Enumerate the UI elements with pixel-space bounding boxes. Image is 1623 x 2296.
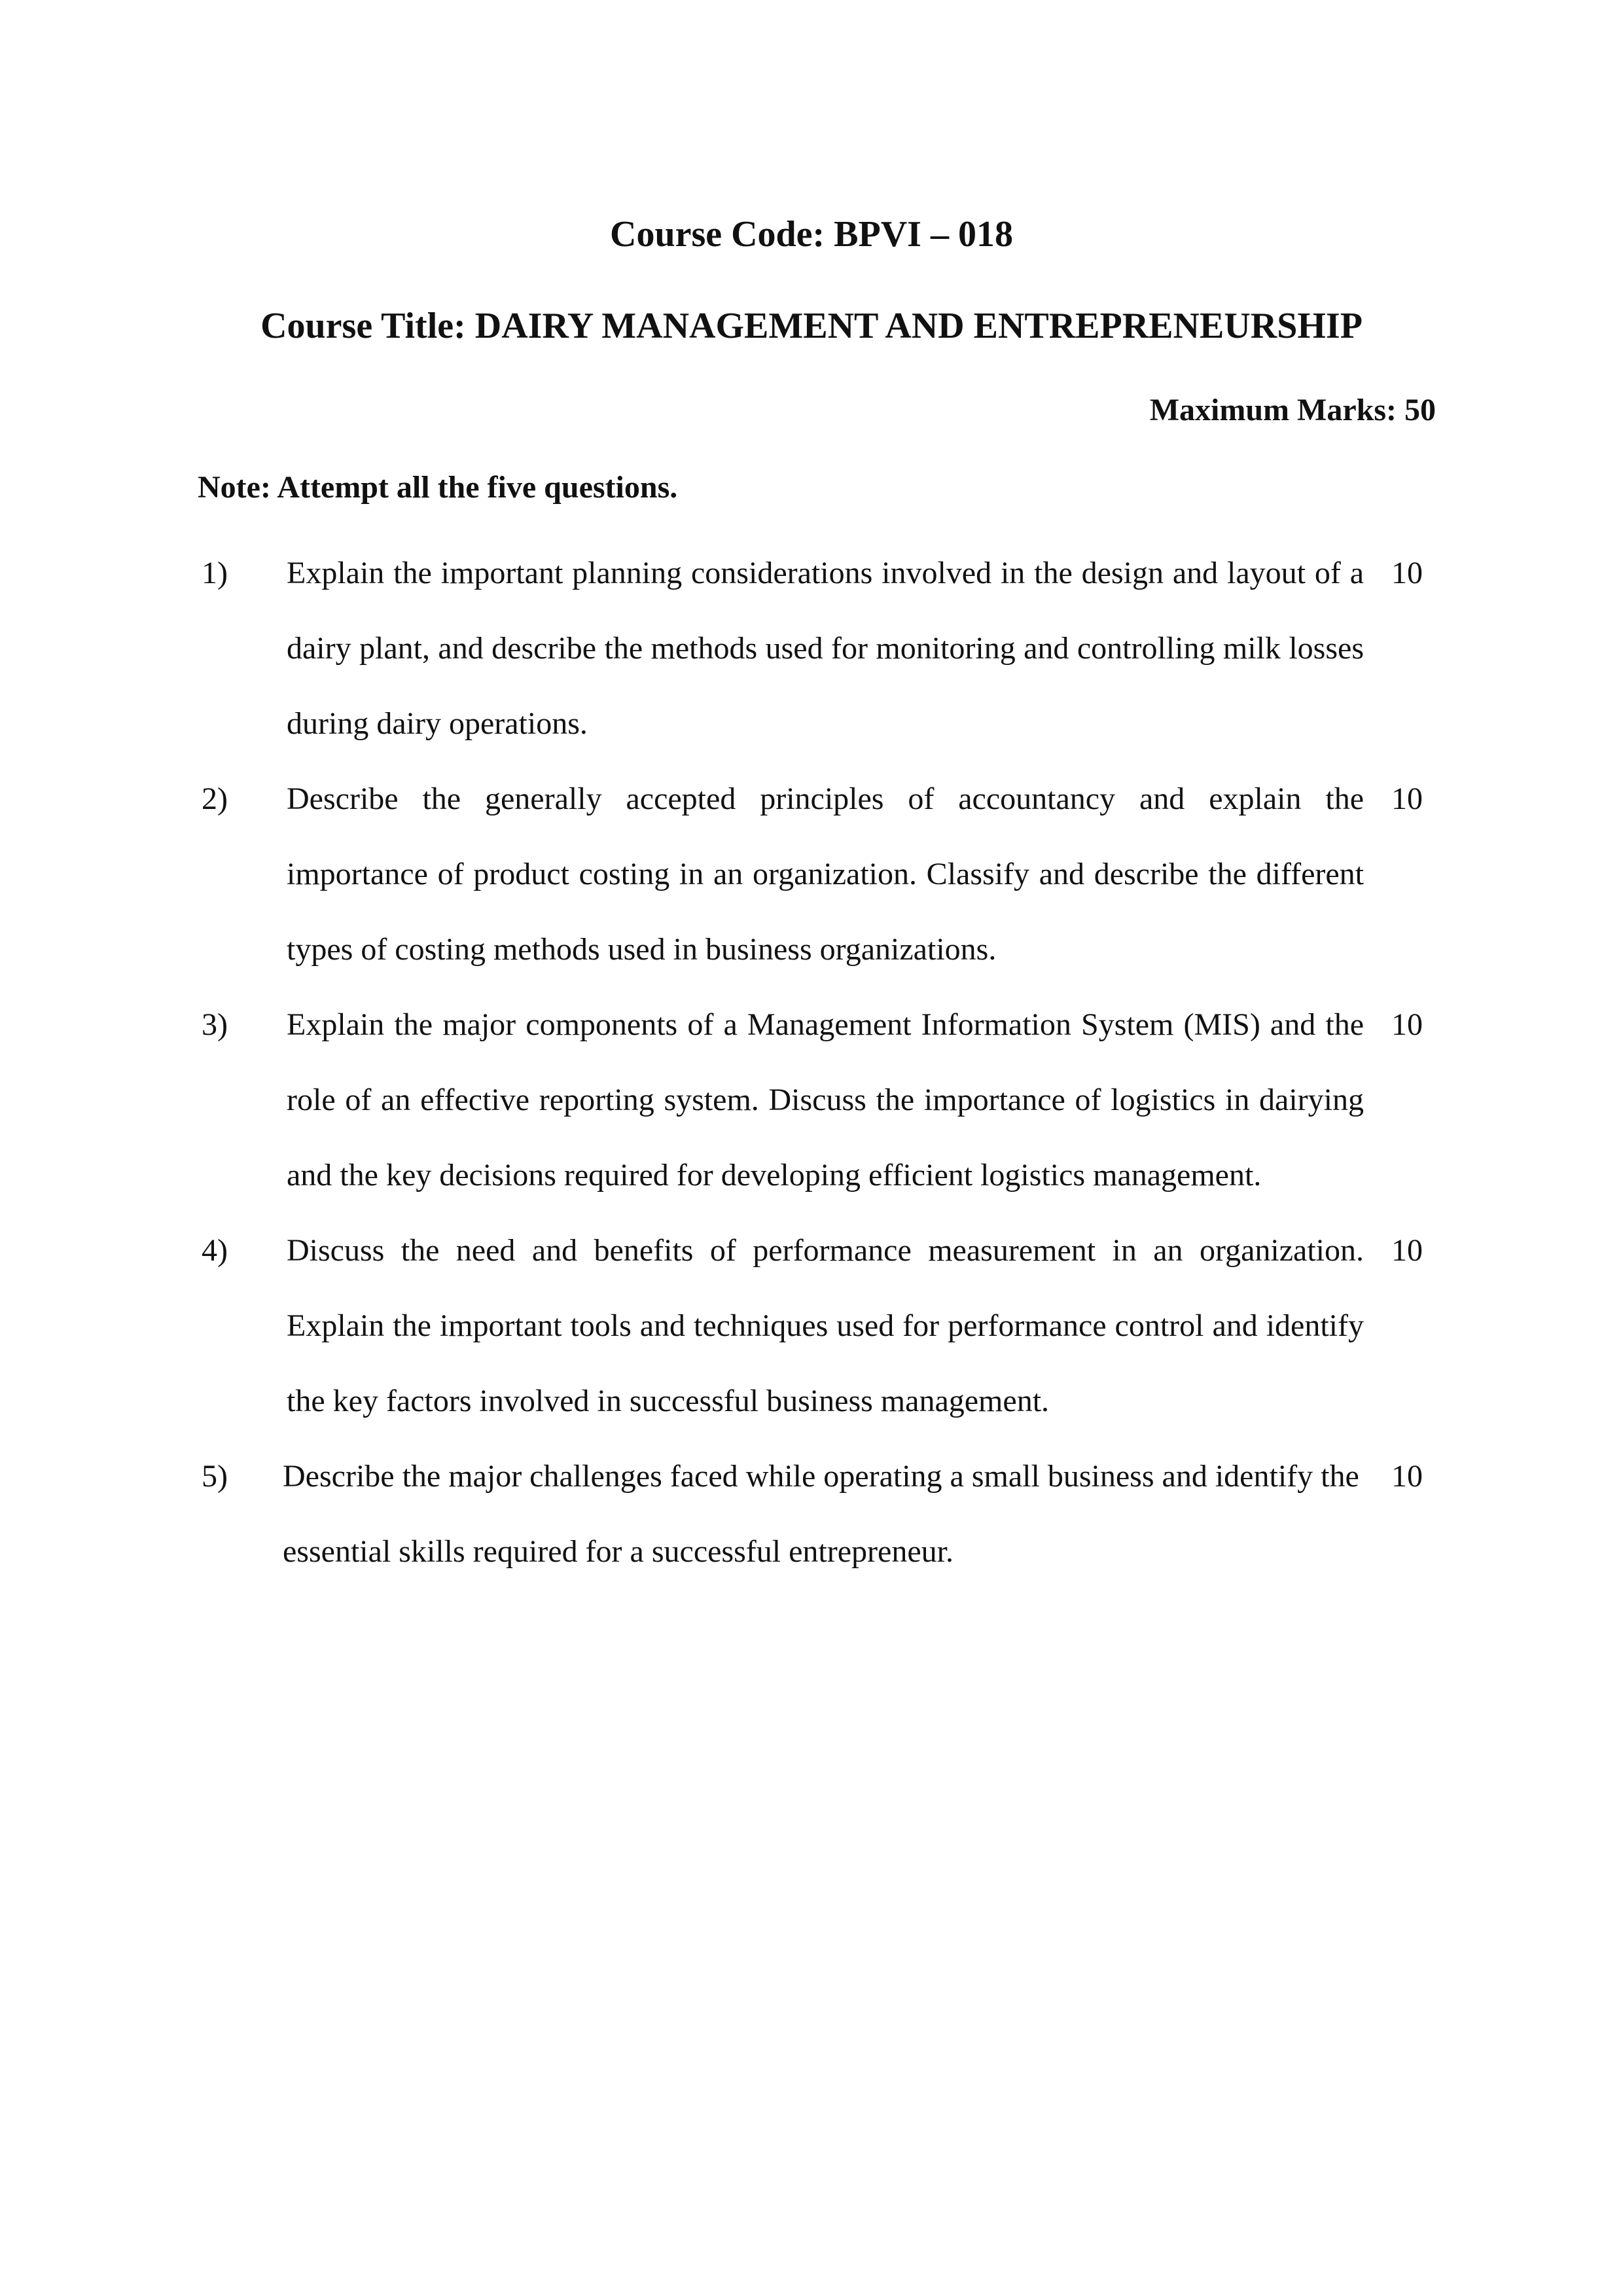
question-text: Describe the generally accepted principles of accountancy and explain the importance of product costing in an organization. Classify and describe the different types of costing methods used in business organizations. <box>287 781 1364 967</box>
question-marks: 10 <box>1391 556 1423 590</box>
course-code-heading: Course Code: BPVI – 018 <box>610 214 1013 255</box>
question-text: Discuss the need and benefits of performance measurement in an organization. Explain the important tools and techniques used for performance control and identify the key factors involved in successful business management. <box>287 1233 1364 1418</box>
question-marks: 10 <box>1391 781 1423 816</box>
question-text: Describe the major challenges faced while operating a small business and identify the essential skills required for a successful entrepreneur. <box>283 1459 1359 1569</box>
question-number: 2) <box>202 781 228 816</box>
question-number: 4) <box>202 1233 228 1268</box>
question-item <box>0 535 1623 761</box>
question-number: 5) <box>202 1459 228 1494</box>
question-item <box>0 761 1623 987</box>
maximum-marks-label: Maximum Marks: 50 <box>1149 393 1436 427</box>
question-item <box>0 1439 1623 1589</box>
question-marks: 10 <box>1391 1233 1423 1268</box>
question-marks: 10 <box>1391 1007 1423 1042</box>
question-item <box>0 987 1623 1213</box>
question-number: 3) <box>202 1007 228 1042</box>
questions-list <box>0 535 1623 1589</box>
course-title-heading: Course Title: DAIRY MANAGEMENT AND ENTREPRENEURSHIP <box>260 306 1363 346</box>
question-number: 1) <box>202 556 228 590</box>
question-marks: 10 <box>1391 1459 1423 1494</box>
question-item <box>0 1213 1623 1439</box>
instructions-note: Note: Attempt all the five questions. <box>198 470 678 505</box>
question-text: Explain the major components of a Management Information System (MIS) and the role of an effective reporting system. Discuss the importance of logistics in dairying and the key decisions required for developing efficient logistics management. <box>287 1007 1364 1193</box>
question-text: Explain the important planning considerations involved in the design and layout of a dairy plant, and describe the methods used for monitoring and controlling milk losses during dairy operations. <box>287 556 1364 741</box>
